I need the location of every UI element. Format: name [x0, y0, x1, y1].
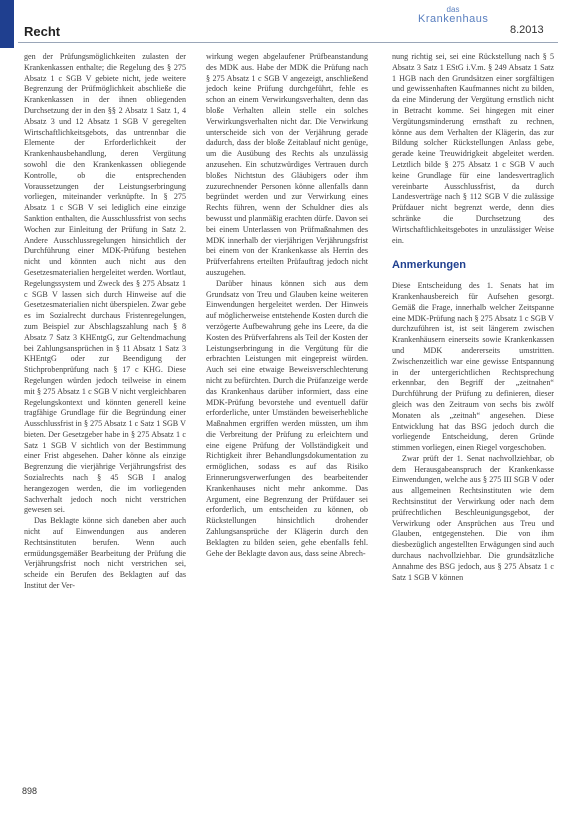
paragraph: wirkung wegen abgelaufener Prüfbeanstandung des MDK aus. Habe der MDK die Prüfung nach § 275 Absatz 1 c SGB V angezeigt, anschließend jedoch keine Prüfung durchgeführt, fehle es schon an einem Verwirkungsverhalten, denn das bloße Verhalten allein stelle ein solches Verwirkungsverhalten nicht dar. Die Verwirkung unterscheide sich von der Verjährung gerade dadurch, dass der bloße Zeitablauf nicht genüge, um die Ausübung des Rechts als unzulässig anzusehen. Ein schutzwürdiges Vertrauen durch bloßes Nichtstun des Gläubigers oder ihm zuzurechnender Personen könne allenfalls dann begründet werden und zur Verwirkung eines Rechts führen, wenn der Schuldner dies als bewusst und planmäßig erachten dürfe. Davon sei bei einem Unterlassen von Prüfmaßnahmen des MDK innerhalb der vierjährigen Verjährungsfrist bei einem von der Krankenkasse als Herrin des Prüfverfahrens erteilten Prüfauftrag jedoch nicht auszugehen.: [206, 52, 368, 277]
paragraph: Zwar prüft der 1. Senat nachvollziehbar, ob dem Herausgabeanspruch der Krankenkasse Einwendungen, welche aus § 275 III SGB V oder aus allgemeinen Rechtsinstituten wie dem Rechtsinstitut der Verwirkung oder nach dem prüfrechtlichen Beschleunigungsgebot, der Verwirkung oder Ansprüchen aus Treu und Glauben, entgegenstehen. Die von ihm diesbezüglich angestellten Erwägungen sind auch durchaus nachvollziehbar. Die grundsätzliche Annahme des BSG jedoch, aus § 275 Absatz 1 c Satz 1 SGB V können: [392, 453, 554, 582]
section-color-tab: [0, 0, 14, 48]
header-divider: [18, 42, 558, 43]
logo-line-1: das: [446, 5, 460, 14]
paragraph: gen der Prüfungsmöglichkeiten zulasten der Krankenkassen enthalte; die Regelung des § 275 Absatz 1 c SGB V gebiete nicht, jede weitere Begrenzung der Prüfmöglichkeit abschließe die Krankenkassen in der ihnen obliegenden Durchsetzung der in den §§ 2 Absatz 1 Satz 1, 4 Absatz 3 und 12 Absatz 1 SGB V geregelten Wirtschaftlichkeitsgebots, das untrennbar die Elemente der Erforderlichkeit der Krankenhausbehandlung, deren Vergütung sowohl die den Krankenkassen obliegende Kontrolle, ob die entsprechenden Voraussetzungen der Leistungserbringung vorliegen, miteinander verknüpfte. In § 275 Absatz 1 c SGB V sei lediglich eine einzige Sanktion enthalten, die Ausschlussfrist von sechs Wochen zur Einleitung der Prüfung in Satz 2. Andere Ausschlussregelungen hinsichtlich der Durchführung einer MDK-Prüfung bestehen nicht und könnten auch nicht aus den Gesetzesmaterialien hergeleitet werden. Wortlaut, Regelungssystem und Zweck des § 275 Absatz 1 c SGB V lassen sich durch Hinweise auf die Gesetzesmaterialien nicht überspielen. Zwar gebe es im Sozialrecht durchaus Fristenregelungen, zum Beispiel zur Abschlagszahlung nach § 8 Absatz 7 Satz 3 KHEntgG, zur Geltendmachung bei Zahlungsansprüchen in § 11 Absatz 1 Satz 3 KHEntgG oder zur Beendigung der Stichprobenprüfung nach § 17 c KHG. Diese Regelungen würden jedoch teilweise in einem mit § 275 Absatz 1 c SGB V nicht vergleichbaren Regelungskontext und könnten generell keine tragfähige Grundlage für die Begründung einer Ausschlussfrist in § 275 Absatz 1 c Satz 1 SGB V bieten. Der Gesetzgeber habe in § 275 Absatz 1 c Satz 1 SGB V sichtlich von der Bestimmung einer Frist abgesehen. Daher könne als einzige Begrenzung die vierjährige Verjährungsfrist des Sozialrechts nach § 45 SGB I analog herangezogen werden, die im vorliegenden Sachverhalt jedoch noch nicht verstrichen gewesen sei.: [24, 52, 186, 515]
paragraph: Darüber hinaus können sich aus dem Grundsatz von Treu und Glauben keine weiteren Einwendungen hergeleitet werden. Der Hinweis auf möglicherweise entstehende Kosten durch die verzögerte Aufbewahrung gehe ins Leere, da die Kosten des Prüfverfahrens als Teil der Kosten der Leistungserbringung in die Vergütung für die erbrachten Leistungen mit eingepreist würden. Auch sei eine etwaige Beweisverschlechterung nicht zu befürchten. Durch die Prüfanzeige werde das Krankenhaus darüber informiert, dass eine MDK-Prüfung bevorstehe und eventuell dafür erforderliche, unter Umständen beweiserhebliche Maßnahmen ergriffen werden müssten, um ihm die Verbreitung der Prüfung zu erleichtern und eine eigene Prüfung der Vollständigkeit und Richtigkeit ihrer Behandlungsdokumentation zu ermöglichen, sodass es auf das Risiko Erinnerungsverwerfungen des bearbeitender Krankenhauses nicht mehr ankomme. Das Argument, eine Begrenzung der Prüfdauer sei erforderlich, um entscheiden zu können, ob Rückstellungen hinsichtlich drohender Zahlungsansprüche der Klägerin durch den Beklagten zu bilden seien, gehe ebenfalls fehl. Gehe der Beklagte davon aus, dass seine Abrech-: [206, 278, 368, 558]
text-column-1: [24, 52, 186, 592]
paragraph: nung richtig sei, sei eine Rückstellung nach § 5 Absatz 3 Satz 1 EStG i.V.m. § 249 Absatz 1 Satz 1 HGB nach den Grundsätzen einer sorgfältigen und gewissenhaften Kaufmannes nicht zu bilden, da eine Minderung der Vergütung ernstlich nicht in Betracht komme. Sei hingegen mit einer Vergütungsminderung ernsthaft zu rechnen, könne aus dem Verhalten der Klägerin, das zur Bildung solcher Rückstellungen Anlass gebe, gerade keine Treuwidrigkeit abgeleitet werden. Letztlich bilde § 275 Absatz 1 c SGB V auch keine Grundlage für eine landesvertraglich vereinbarte Ausschlussfrist, da durch Landesverträge nach § 112 SGB V die zulässige Prüfdauer nicht begrenzt werde, denn dies schränke die Durchsetzung des Wirtschaftlichkeitsgebotes in unzulässiger Weise ein.: [392, 52, 554, 245]
section-title: Recht: [24, 24, 61, 39]
journal-logo: [418, 6, 488, 25]
page-number: 898: [22, 786, 38, 796]
paragraph: Diese Entscheidung des 1. Senats hat im Krankenhausbereich für Aufsehen gesorgt. Gemäß die Frage, innerhalb welcher Zeitspanne eine MDK-Prüfung nach § 275 Absatz 1 c SGB V durchzuführen ist, ist seit längerem zwischen Krankenhäusern einerseits sowie Krankenkassen und MDK andererseits umstritten. Zwischenzeitlich war eine gewisse Entspannung in der untergerichtlichen Rechtsprechung erkennbar, den Begriff der „zeitnahen“ Durchführung der Prüfung zu definieren, dieser gleich was den Zeitraum von sechs bis zwölf Monaten als „zeitnah“ angesehen. Diese Entwicklung hat das BSG jedoch durch die vorliegende Entscheidung, deren Gründe stimmen vorliegen, einen Riegel vorgeschoben.: [392, 281, 554, 453]
page-header: [0, 0, 568, 48]
issue-number: 8.2013: [510, 24, 544, 36]
text-column-3: [392, 52, 554, 583]
paragraph: Das Beklagte könne sich daneben aber auch nicht auf Einwendungen aus anderen Rechtsinstituten berufen. Wenn auch ermüdungsgemäßer Bearbeitung der Prüfung die Verjährungsfrist noch nicht verstrichen sei, scheide ein Berufen des Beklagten auf das Institut der Ver-: [24, 516, 186, 591]
section-heading-anmerkungen: Anmerkungen: [392, 259, 466, 272]
logo-line-2: Krankenhaus: [418, 13, 489, 25]
text-column-2: [206, 52, 368, 559]
